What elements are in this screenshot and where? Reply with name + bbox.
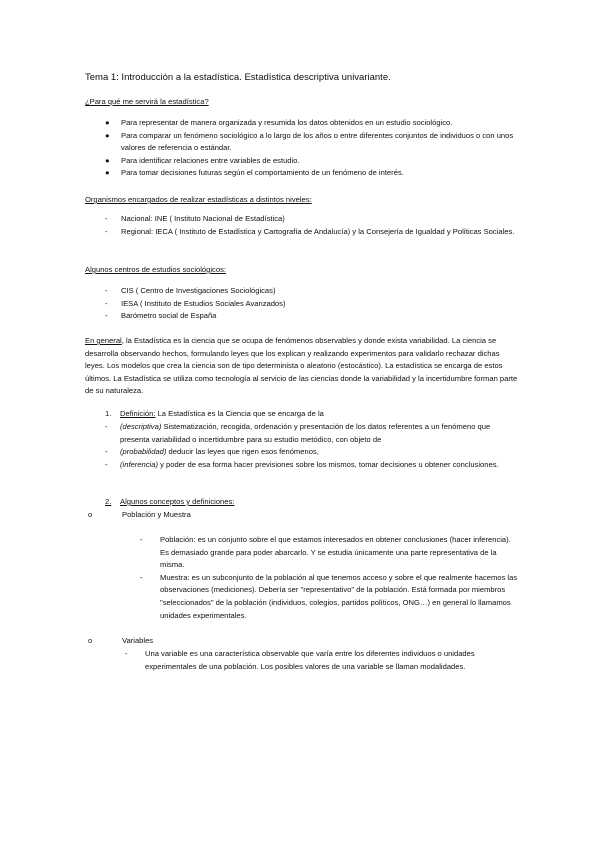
- body-text: , la Estadística es la ciencia que se ocupa de fenómenos observables y donde exista variabilidad. La ciencia se desarrolla observando hechos, formulando leyes que los explican y realizando experimentos para validarlo rechazar dichas leyes. Los modelos que crea la ciencia son de tipo determinista o aleatorio (estocástico). La estadística se encarga de estos últimos. La Estadística se utiliza como tecnología al servicio de las ciencias donde la variabilidad y la incertidumbre forman parte de su naturaleza.: [85, 336, 518, 396]
- poblacion-heading: o Población y Muestra: [88, 509, 191, 522]
- bullet-list-para-que: [85, 117, 525, 180]
- lead-text: En general: [85, 336, 122, 345]
- heading-para-que: ¿Para qué me servirá la estadística?: [85, 97, 209, 106]
- list-item: ● Para tomar decisiones futuras según el comportamiento de un fenómeno de interés.: [85, 167, 525, 180]
- dash-icon: -: [105, 459, 108, 469]
- variables-list: [125, 648, 505, 673]
- list-item: - (inferencia) y poder de esa forma hacer previsiones sobre los mismos, tomar decisiones u obtener conclusiones.: [105, 459, 515, 472]
- list-item: - (probabilidad) deducir las leyes que rigen esos fenómenos,: [105, 446, 515, 459]
- bullet-icon: ●: [105, 168, 110, 178]
- list-item: - Población: es un conjunto sobre el que estamos interesados en obtener conclusiones (hacer inferencia). Es demasiado grande para poder abarcarlo. Y se estudia únicamente una parte representativa de la misma.: [140, 535, 511, 570]
- dash-icon: -: [105, 226, 108, 236]
- list-item: - Regional: IECA ( Instituto de Estadística y Cartografía de Andalucía) y la Consejería de Igualdad y Políticas Sociales.: [85, 226, 525, 239]
- dash-icon: -: [105, 214, 108, 223]
- definition-list: [105, 421, 515, 471]
- list-item: ● Para comparar un fenómeno sociológico a lo largo de los años o entre diferentes conjuntos de individuos o con unos valores de referencia o estándar.: [105, 130, 514, 153]
- heading-organismos: Organismos encargados de realizar estadísticas a distintos niveles:: [85, 195, 312, 204]
- definition-label: Definición:: [120, 409, 156, 418]
- dash-icon: -: [105, 298, 108, 308]
- dash-icon: -: [105, 422, 108, 431]
- bullet-icon: ●: [105, 155, 110, 165]
- dash-list-centros: [85, 285, 525, 323]
- bullet-icon: ●: [105, 130, 110, 140]
- poblacion-list: [140, 534, 520, 622]
- list-item: - Nacional: INE ( Instituto Nacional de Estadística): [85, 213, 525, 226]
- list-item: - (descriptiva) Sistematización, recogida, ordenación y presentación de los datos referentes a un fenómeno que presenta variabilidad o incertidumbre para su estudio metódico, con objeto de: [105, 422, 491, 444]
- list-item: - Una variable es una característica observable que varía entre los diferentes individuos o unidades experimentales de una población. Los posibles valores de una variable se llaman modalidades.: [125, 649, 475, 671]
- variables-heading: o Variables: [88, 635, 153, 648]
- dash-list-organismos: [85, 213, 525, 238]
- circle-bullet-icon: o: [88, 636, 93, 645]
- dash-icon: -: [140, 535, 143, 544]
- bullet-icon: ●: [105, 118, 110, 127]
- list-item: - IESA ( Instituto de Estudios Sociales Avanzados): [85, 298, 525, 311]
- dash-icon: -: [105, 286, 108, 295]
- dash-icon: -: [140, 572, 143, 582]
- list-item: - Barómetro social de España: [85, 310, 525, 323]
- list-item: ● Para identificar relaciones entre variables de estudio.: [85, 155, 525, 168]
- paragraph-en-general: [85, 335, 520, 398]
- dash-icon: -: [125, 649, 128, 658]
- section-2-label: Algunos conceptos y definiciones:: [120, 497, 235, 506]
- section-2-heading: 2. Algunos conceptos y definiciones:: [105, 497, 235, 506]
- list-item: ● Para representar de manera organizada y resumida los datos obtenidos en un estudio sociológico.: [85, 117, 525, 130]
- heading-centros: Algunos centros de estudios sociológicos:: [85, 265, 226, 274]
- list-item: - CIS ( Centro de Investigaciones Sociológicas): [85, 285, 525, 298]
- dash-icon: -: [105, 447, 108, 457]
- section-1-heading: 1. Definición: La Estadística es la Ciencia que se encarga de la: [105, 409, 324, 418]
- dash-icon: -: [105, 311, 108, 321]
- circle-bullet-icon: o: [88, 510, 93, 519]
- list-item: - Muestra: es un subconjunto de la población al que tenemos acceso y sobre el que realmente hacemos las observaciones (mediciones). Debería ser "representativo" de la población. Está formada por miembros "seleccionados" de la población (individuos, colegios, partidos políticos, ONG…) en general lo llamamos unidades experimentales.: [140, 572, 518, 620]
- page-title: Tema 1: Introducción a la estadística. Estadística descriptiva univariante.: [85, 72, 391, 83]
